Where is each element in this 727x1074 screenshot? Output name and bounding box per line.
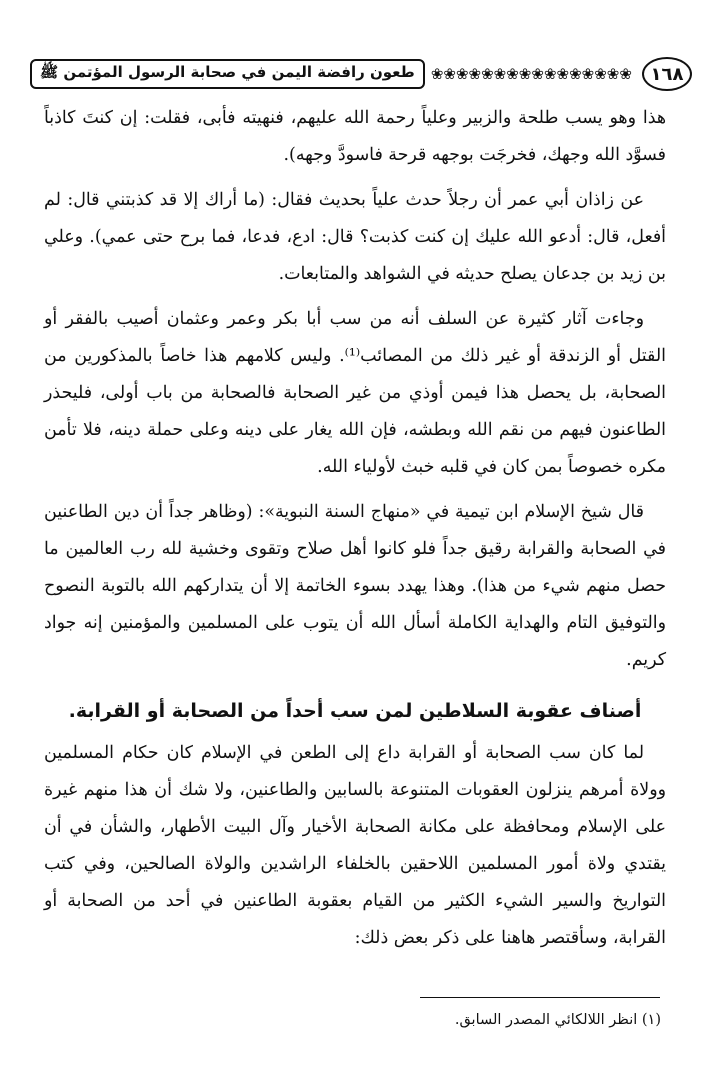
paragraph-1: هذا وهو يسب طلحة والزبير وعلياً رحمة الله عليهم، فنهيته فأبى، فقلت: إن كنتَ كاذباً فسوَّد الله وجهك، فخرجَت بوجهه قرحة فاسودَّ وجهه). [44,108,666,165]
footnote: (١) انظر اللالكائي المصدر السابق. [454,1012,661,1028]
header-ornament: ❀❀❀❀❀❀❀❀❀❀❀❀❀❀❀❀ [430,65,632,83]
section-paragraph: لما كان سب الصحابة أو القرابة داع إلى الطعن في الإسلام كان حكام المسلمين وولاة أمرهم ينزلون العقوبات المتنوعة بالسابين والطاعنين، ولا شك أن هذا منهم غيرة على الإسلام ومحافظة على مكانة الصحابة الأخيار وآل البيت الأطهار، والشأن في أن يقتدي ولاة أمور المسلمين اللاحقين بالخلفاء الراشدين والولاة الصالحين، وفي كتب التواريخ والسير الشيء الكثير من القيام بعقوبة الطاعنين في أحد من الصحابة أو القرابة، وسأقتصر هاهنا على ذكر بعض ذلك: [44,743,666,948]
page-body [44,100,666,957]
paragraph-2: عن زاذان أبي عمر أن رجلاً حدث علياً بحديث فقال: (ما أراك إلا قد كذبتني قال: لم أفعل، قال: أدعو الله عليك إن كنت كذبت؟ قال: ادع، فدعا، فما برح حتى عمي). وعلي بن زيد بن جدعان يصلح حديثه في الشواهد والمتابعات. [44,190,666,284]
paragraph-4: قال شيخ الإسلام ابن تيمية في «منهاج السنة النبوية»: (وظاهر جداً أن دين الطاعنين في الصحابة والقرابة رقيق جداً فلو كانوا أهل صلاح وتقوى وخشية لله رب العالمين ما حصل منهم شيء من هذا). وهذا يهدد بسوء الخاتمة إلا أن يتداركهم الله بالتوبة النصوح والتوفيق التام والهداية الكاملة أسأل الله أن يتوب على المسلمين والمؤمنين إنه جواد كريم. [44,502,666,670]
page-number: ١٦٨ [642,57,692,91]
book-title: طعون رافضة اليمن في صحابة الرسول المؤتمن ﷺ [30,59,425,89]
footnote-divider [420,997,660,998]
page-header [30,55,692,93]
paragraph-3: وجاءت آثار كثيرة عن السلف أنه من سب أبا بكر وعمر وعثمان أصيب بالفقر أو القتل أو الزندقة أو غير ذلك من المصائب⁽¹⁾. وليس كلامهم هذا خاصاً بالمذكورين من الصحابة، بل يحصل هذا فيمن أوذي من غير الصحابة فالصحابة من باب أولى، فليحذر الطاعنون فيهم من نقم الله وبطشه، فإن الله يغار على دينه وعلى حملة دينه، فلا تأمن مكره خصوصاً بمن كان في قلبه خبث لأولياء الله. [44,309,666,477]
section-heading: أصناف عقوبة السلاطين لمن سب أحداً من الصحابة أو القرابة. [68,700,642,722]
